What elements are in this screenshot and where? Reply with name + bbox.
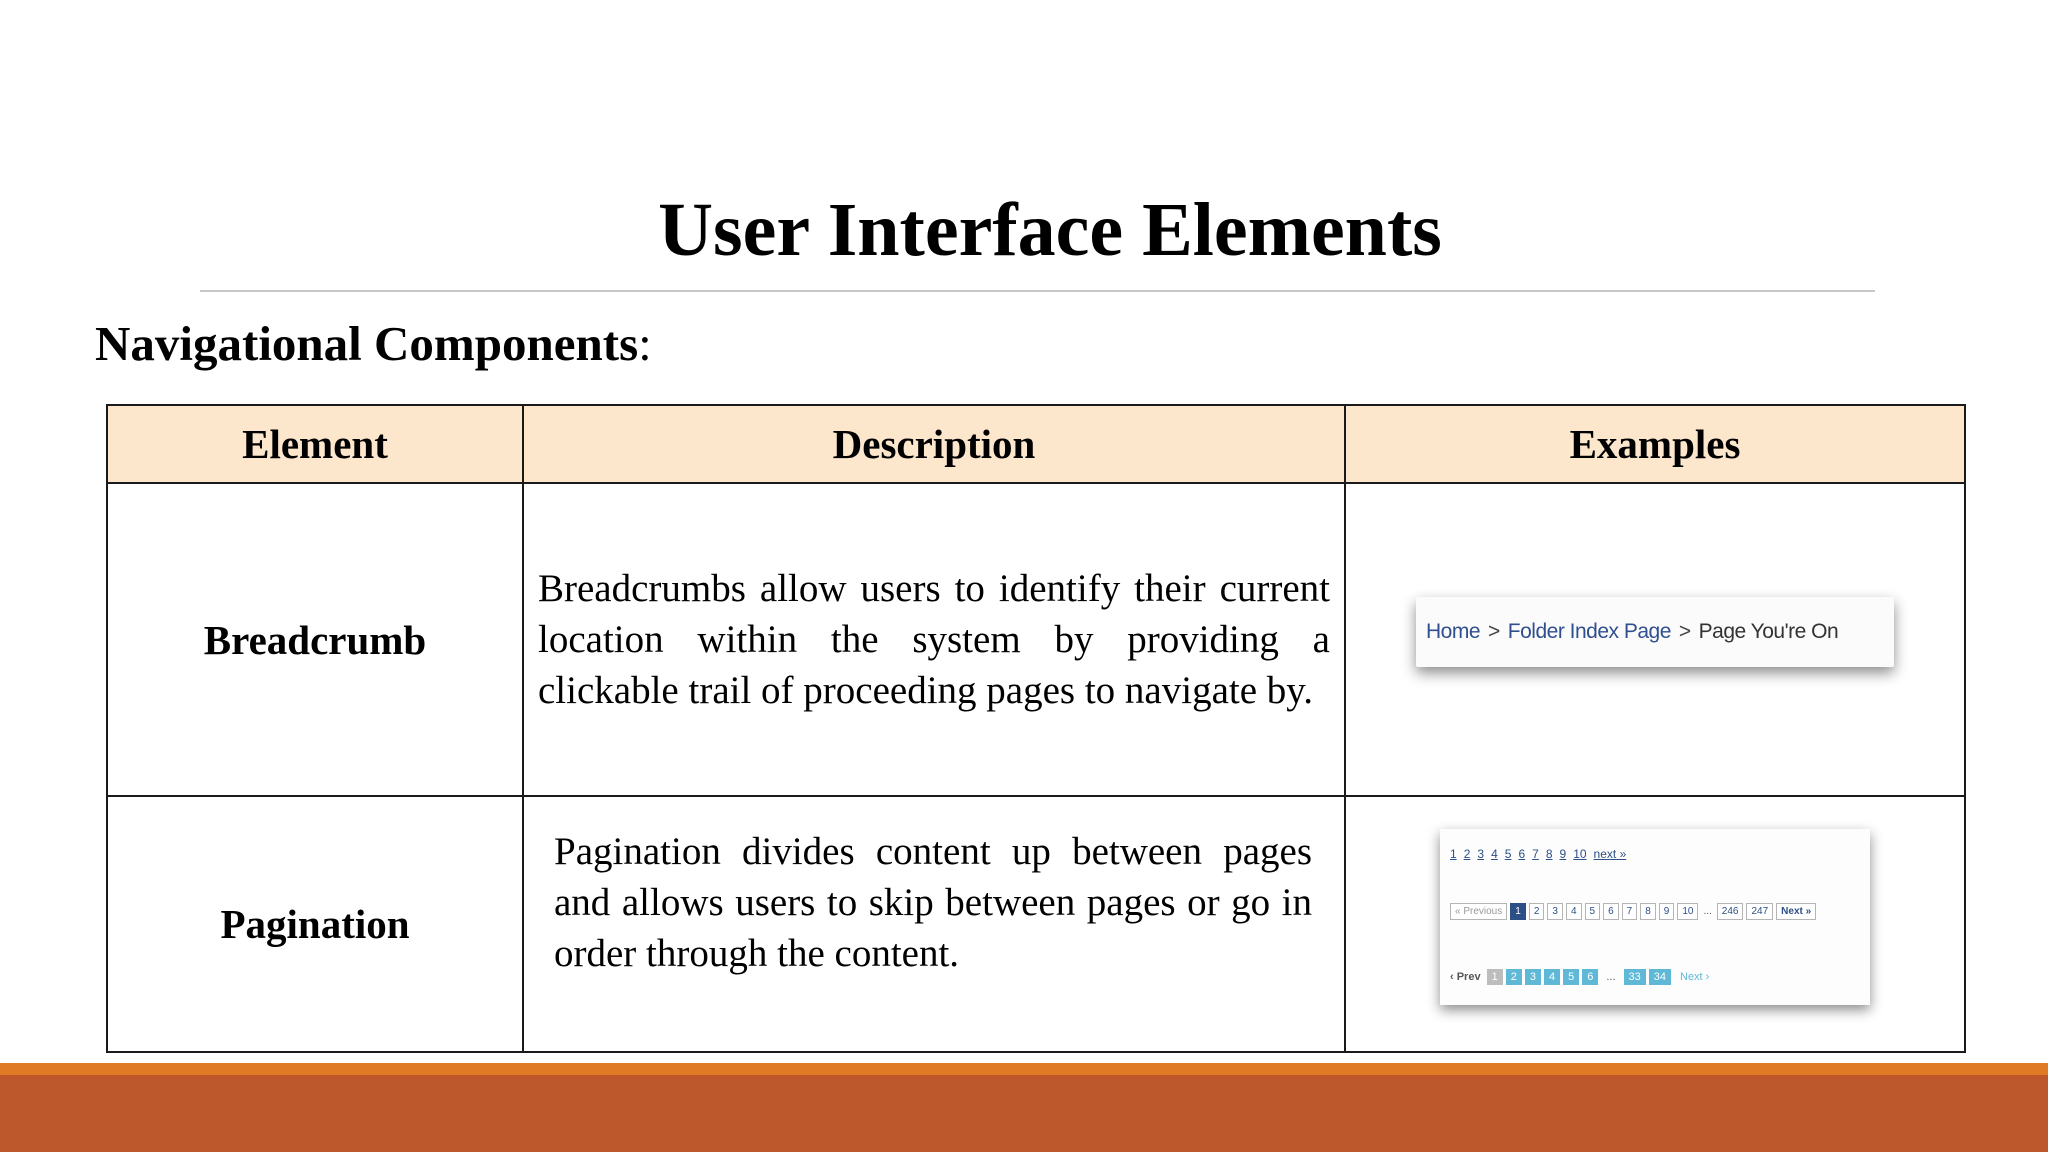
breadcrumb-folder-link[interactable]: Folder Index Page [1507,619,1671,643]
section-heading [95,312,652,376]
page-button[interactable]: 5 [1563,969,1579,985]
page-button[interactable]: 3 [1547,903,1563,920]
page-button[interactable]: 246 [1717,903,1744,920]
page-link[interactable]: 8 [1545,846,1553,861]
page-link[interactable]: 5 [1504,846,1512,861]
page-link[interactable]: 10 [1573,846,1587,861]
element-breadcrumb: Breadcrumb [107,483,523,796]
pagination-style-3 [1450,969,1712,985]
section-heading-colon: : [638,316,652,371]
breadcrumb-current-page: Page You're On [1698,619,1839,643]
page-button[interactable]: 6 [1603,903,1619,920]
next-button[interactable]: Next › [1680,970,1710,983]
page-button[interactable]: 33 [1624,969,1646,985]
next-button[interactable]: Next » [1776,903,1816,920]
example-pagination-cell [1345,796,1965,1052]
breadcrumb-separator: > [1488,619,1500,643]
table-row-breadcrumb [107,483,1965,796]
slide-title: User Interface Elements [658,188,1442,272]
page-link[interactable]: 2 [1463,846,1471,861]
page-link[interactable]: 4 [1491,846,1498,861]
page-button-current[interactable]: 1 [1487,969,1503,985]
page-link[interactable]: 7 [1532,846,1539,861]
breadcrumb-home-link[interactable]: Home [1426,619,1481,643]
footer-accent-line [0,1063,2048,1075]
page-link[interactable]: 6 [1518,846,1526,861]
description-pagination-cell [523,796,1345,1052]
page-button[interactable]: 4 [1544,969,1560,985]
page-button-active[interactable]: 1 [1510,903,1526,920]
description-breadcrumb: Breadcrumbs allow users to identify their current location within the system by providing a clickable trail of proceeding pages to navigate by. [523,483,1345,796]
page-button[interactable]: 34 [1649,969,1671,985]
pagination-example [1440,829,1870,1005]
page-button[interactable]: 8 [1640,903,1656,920]
pagination-ellipsis: ... [1703,905,1712,917]
previous-button[interactable]: « Previous [1450,903,1507,920]
description-pagination: Pagination divides content up between pages and allows users to skip between pages or go in order through the content. [554,829,1312,975]
page-button[interactable]: 2 [1529,903,1545,920]
pagination-style-2 [1450,903,1819,920]
table-header-row [107,405,1965,483]
table-row-pagination [107,796,1965,1052]
header-examples: Examples [1345,405,1965,483]
footer-bar [0,1075,2048,1152]
page-button[interactable]: 7 [1622,903,1638,920]
page-button[interactable]: 2 [1506,969,1522,985]
pagination-ellipsis: ... [1606,970,1616,983]
page-link[interactable]: 9 [1559,846,1567,861]
page-button[interactable]: 247 [1746,903,1773,920]
page-button[interactable]: 3 [1525,969,1541,985]
title-divider [200,290,1875,292]
page-button[interactable]: 5 [1585,903,1601,920]
header-element: Element [107,405,523,483]
pagination-style-1 [1450,847,1633,861]
navigation-components-table [106,404,1966,1053]
breadcrumb-example [1416,597,1894,667]
next-link[interactable]: next » [1593,846,1627,861]
element-pagination: Pagination [107,796,523,1052]
page-button[interactable]: 4 [1566,903,1582,920]
header-description: Description [523,405,1345,483]
example-breadcrumb-cell [1345,483,1965,796]
prev-button[interactable]: ‹ Prev [1450,970,1481,983]
page-button[interactable]: 6 [1582,969,1598,985]
breadcrumb-separator: > [1678,619,1691,643]
page-link[interactable]: 3 [1477,846,1485,861]
section-heading-text: Navigational Components [95,316,639,371]
page-button[interactable]: 9 [1659,903,1675,920]
page-link[interactable]: 1 [1450,846,1457,861]
page-button[interactable]: 10 [1677,903,1698,920]
